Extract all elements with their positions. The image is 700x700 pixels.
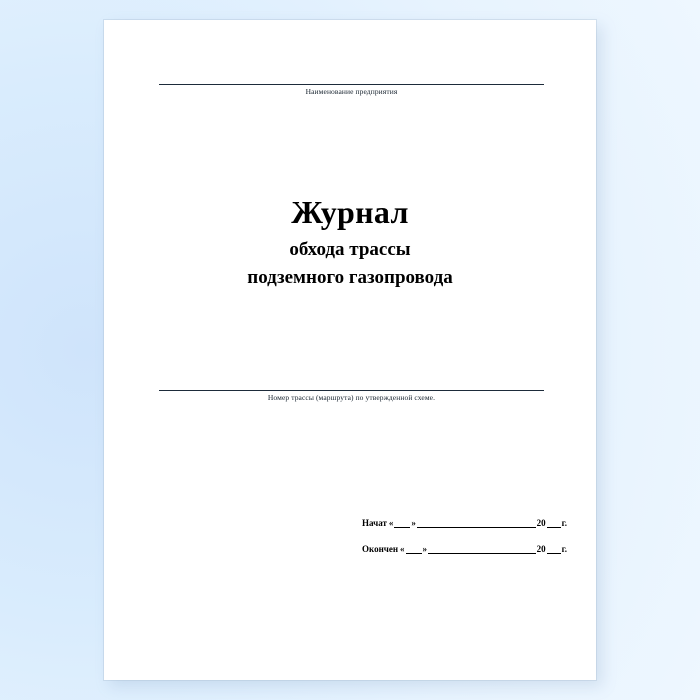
end-day-input[interactable] [406, 544, 422, 554]
start-quote-open: « [388, 518, 394, 528]
document-subtitle-line-2: подземного газопровода [247, 266, 453, 288]
end-date-row [362, 544, 567, 554]
start-month-input[interactable] [417, 518, 536, 528]
organization-name-caption: Наименование предприятия [305, 87, 398, 96]
end-year-suffix: г. [561, 544, 567, 554]
start-day-input[interactable] [394, 518, 410, 528]
end-month-input[interactable] [428, 544, 536, 554]
document-subtitle-line-1: обхода трассы [289, 238, 411, 260]
start-date-label: Начат [362, 518, 387, 528]
start-year-suffix: г. [561, 518, 567, 528]
organization-name-rule [159, 84, 544, 85]
document-body [104, 20, 596, 680]
end-year-prefix: 20 [536, 544, 546, 554]
start-year-prefix: 20 [536, 518, 546, 528]
route-number-field[interactable] [159, 390, 544, 402]
title-block [104, 196, 596, 289]
start-quote-close: » [411, 518, 416, 528]
end-quote-open: « [400, 544, 405, 554]
document-title: Журнал [291, 194, 409, 230]
end-year-input[interactable] [547, 544, 561, 554]
end-quote-close: » [422, 544, 428, 554]
route-number-rule [159, 390, 544, 391]
route-number-caption: Номер трассы (маршрута) по утвержденной схеме. [267, 393, 436, 402]
start-date-row [362, 518, 567, 528]
date-fields [362, 518, 567, 570]
end-date-label: Окончен [362, 544, 399, 554]
start-year-input[interactable] [547, 518, 561, 528]
document-sheet [104, 20, 596, 680]
organization-name-field[interactable] [159, 84, 544, 96]
